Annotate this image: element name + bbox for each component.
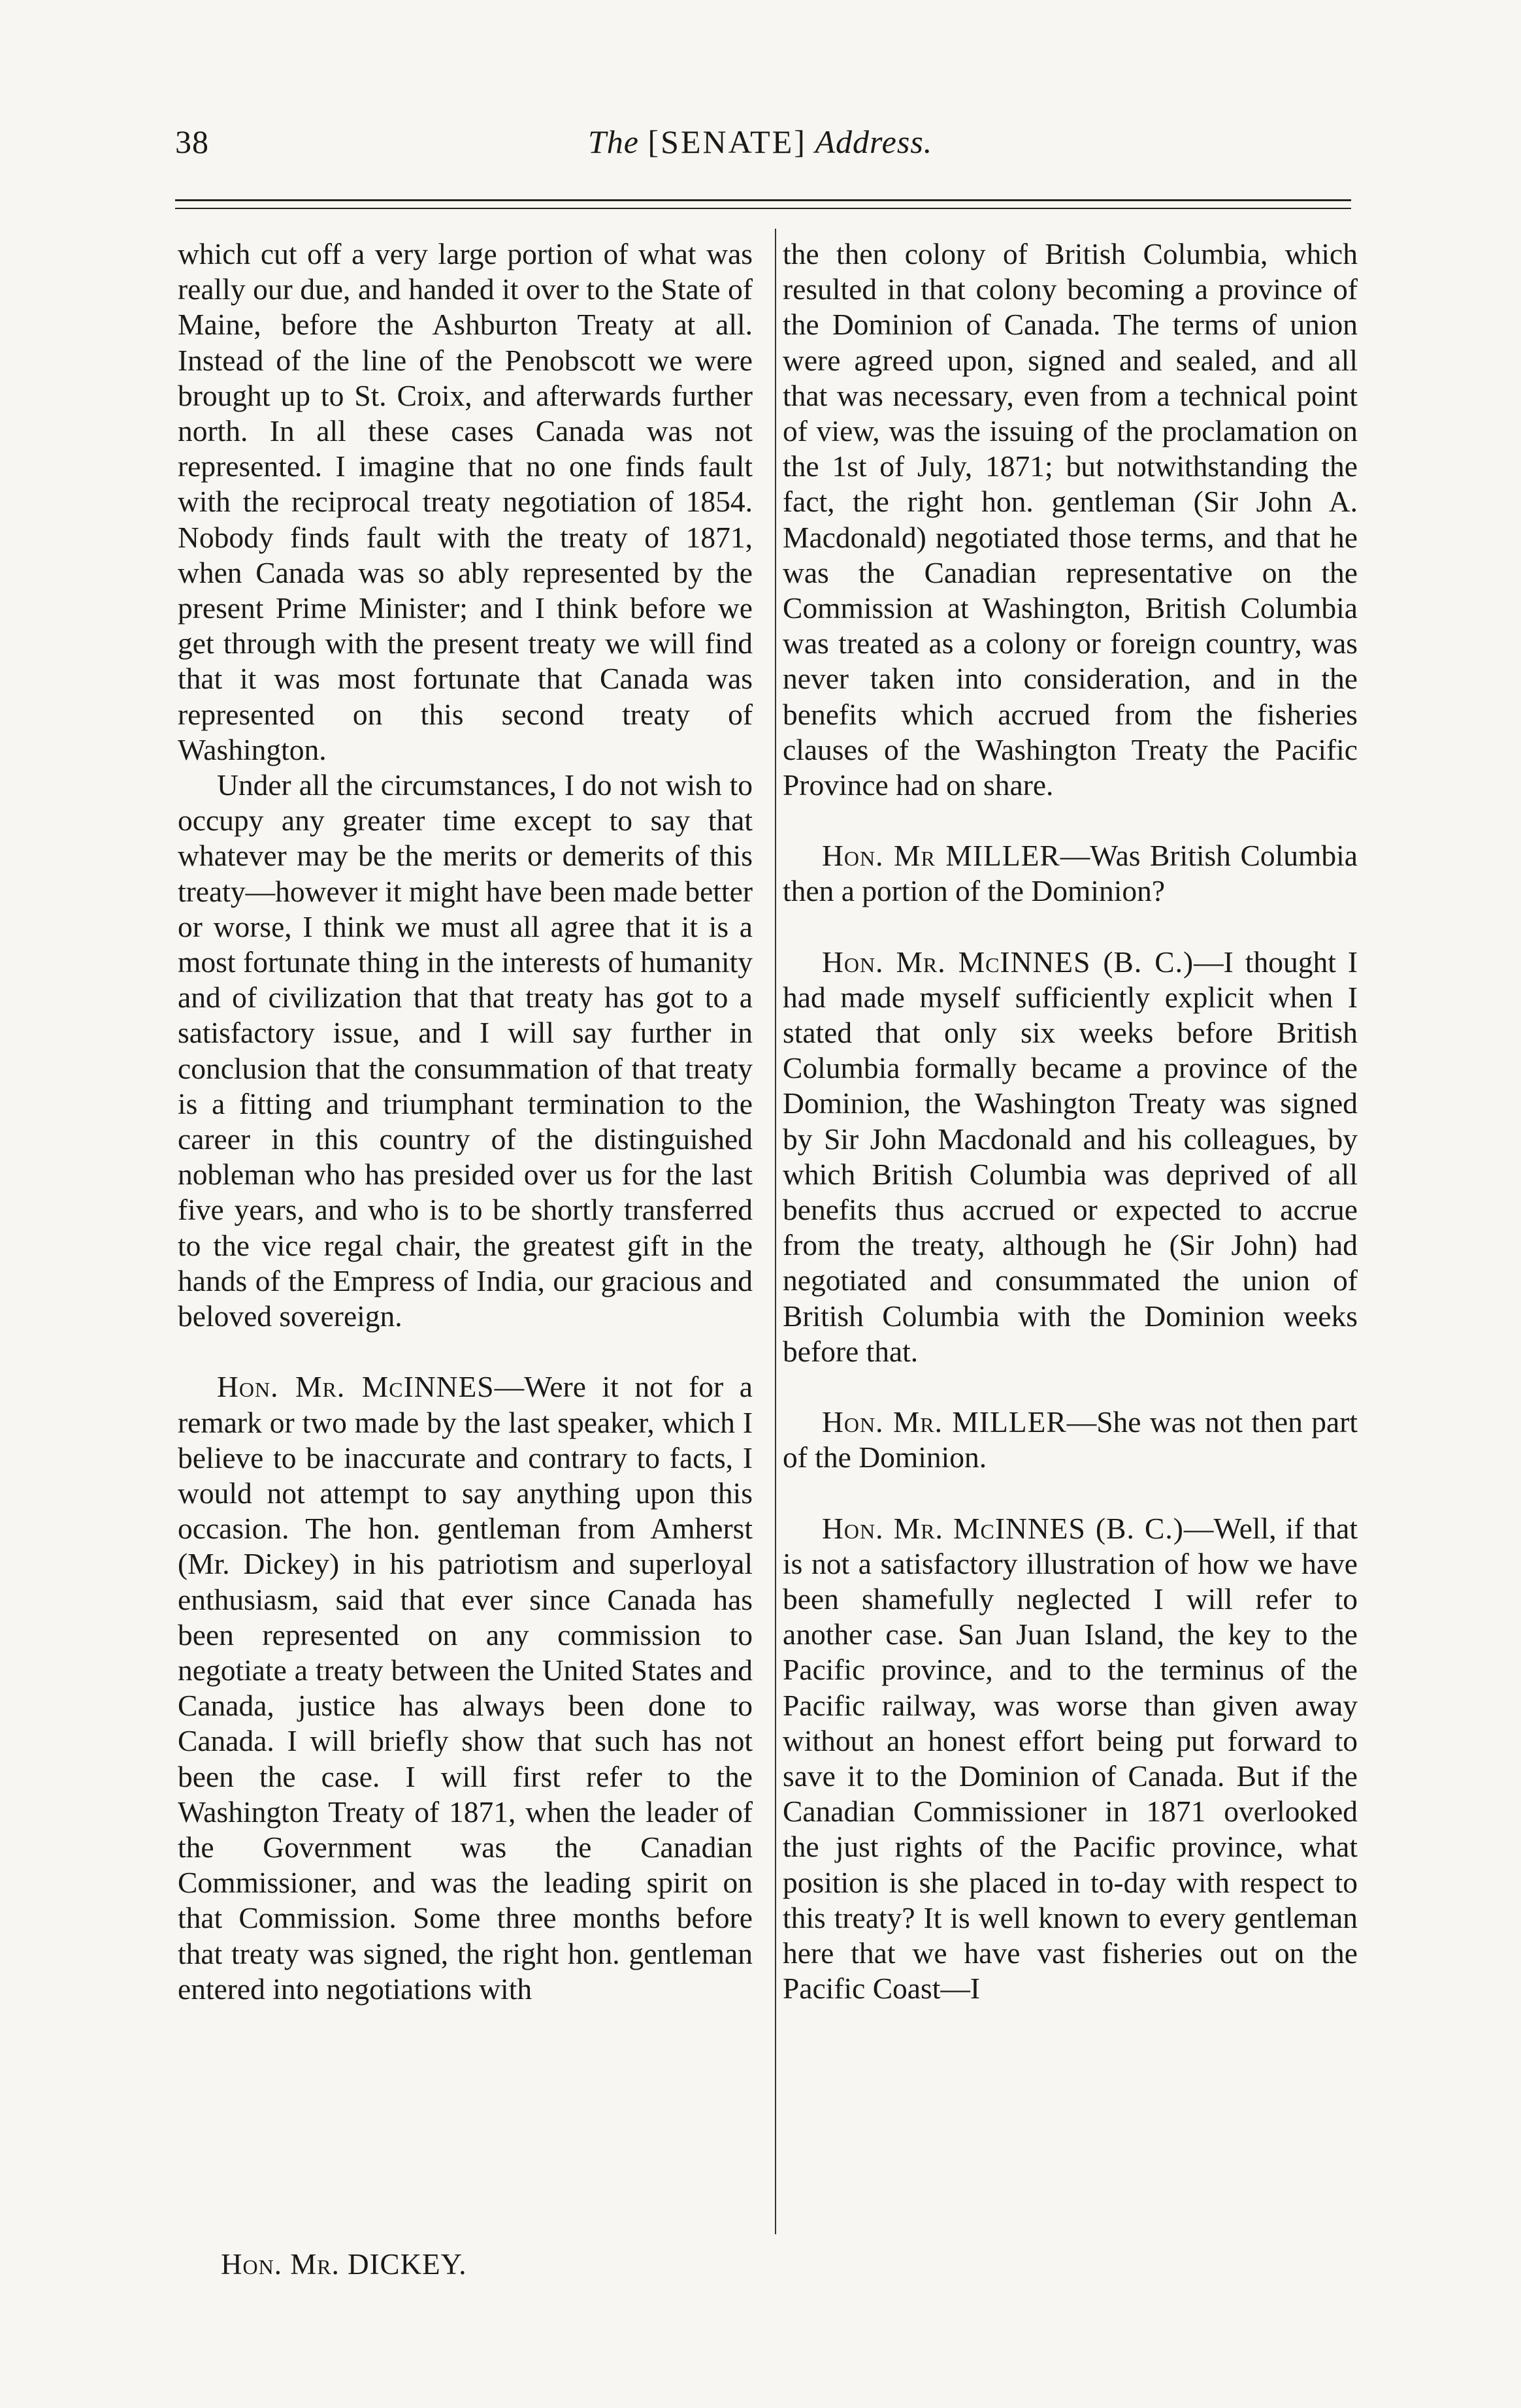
running-title-senate: [SENATE]	[647, 123, 807, 160]
paragraph-text: —Were it not for a remark or two made by the last speaker, which I believe to be inaccurate and contrary to facts, I would not attempt to say anything upon this occasion. The hon. gentleman from Amherst (Mr. Dickey) in his patriotism and superloyal enthusiasm, said that ever since Canada has been represented on any commission to negotiate a treaty between the United States and Canada, justice has always been done to Canada. I will briefly show that such has not been the case. I will first refer to the Washington Treaty of 1871, when the leader of the Government was the Canadian Commissioner, and was the leading spirit on that Commission. Some three months before that treaty was signed, the right hon. gentleman entered into negotiations with	[178, 1370, 753, 2006]
paragraph-text: —Well, if that is not a satisfactory illustration of how we have been shamefully neglected I will refer to another case. San Juan Island, the key to the Pacific province, and to the terminus of the Pacific railway, was worse than given away without an honest effort being put forward to save it to the Dominion of Canada. But if the Canadian Commissioner in 1871 overlooked the just rights of the Pacific province, what position is she placed in to-day with respect to this treaty? It is well known to every gentleman here that we have vast fisheries out on the Pacific Coast—I	[783, 1511, 1358, 2006]
column-divider	[775, 229, 776, 2234]
speech-paragraph	[783, 1405, 1358, 1475]
page-number: 38	[175, 123, 209, 160]
catchword: Hon. Mr. DICKEY.	[221, 2248, 467, 2281]
header-rule-thick	[175, 199, 1351, 201]
running-title	[588, 123, 932, 161]
paragraph-text: —She was not then part of the Dominion.	[783, 1405, 1358, 1474]
paragraph	[178, 236, 753, 768]
paragraph-text: —I thought I had made myself sufficiently explicit when I stated that only six weeks before British Columbia formally became a province of the Dominion, the Washington Treaty was signed by Sir John Macdonald and his colleagues, by which British Columbia was deprived of all benefits thus accrued or expected to accrue from the treaty, although he (Sir John) had negotiated and consummated the union of British Columbia with the Dominion weeks before that.	[783, 945, 1358, 1368]
paragraph-text: —Was British Columbia then a portion of the Dominion?	[783, 839, 1358, 908]
speech-paragraph	[783, 945, 1358, 1369]
speaker-name: Hon. Mr. McINNES (B. C.)	[822, 1511, 1184, 1545]
speaker-name: Hon. Mr MILLER	[822, 839, 1060, 873]
paragraph-text: which cut off a very large portion of what was really our due, and handed it over to the State of Maine, before the Ashburton Treaty at all. Instead of the line of the Penobscott we were brought up to St. Croix, and afterwards further north. In all these cases Canada was not represented. I imagine that no one finds fault with the reciprocal treaty negotiation of 1854. Nobody finds fault with the treaty of 1871, when Canada was so ably represented by the present Prime Minister; and I think before we get through with the present treaty we will find that it was most fortunate that Canada was represented on this second treaty of Washington.	[178, 237, 753, 766]
speaker-name: Hon. Mr. McINNES	[217, 1370, 495, 1404]
speech-paragraph	[178, 1369, 753, 2007]
running-title-pre: The	[588, 123, 648, 160]
speech-paragraph	[783, 1511, 1358, 2007]
speaker-name: Hon. Mr. McINNES (B. C.)	[822, 945, 1194, 979]
paragraph	[178, 768, 753, 1334]
speech-paragraph	[783, 838, 1358, 909]
right-column	[783, 236, 1358, 2006]
speaker-name: Hon. Mr. MILLER	[822, 1405, 1067, 1439]
paragraph-text: Under all the circumstances, I do not wish to occupy any greater time except to say that whatever may be the merits or demerits of this treaty—however it might have been made better or worse, I think we must all agree that it is a most fortunate thing in the interests of humanity and of civilization that that treaty has got to a satisfactory issue, and I will say further in conclusion that the consummation of that treaty is a fitting and triumphant termination to the career in this country of the distinguished nobleman who has presided over us for the last five years, and who is to be shortly transferred to the vice regal chair, the greatest gift in the hands of the Empress of India, our gracious and beloved sovereign.	[178, 768, 753, 1333]
running-title-post: Address.	[806, 123, 933, 160]
paragraph-text: the then colony of British Columbia, which resulted in that colony becoming a province of the Dominion of Canada. The terms of union were agreed upon, signed and sealed, and all that was necessary, even from a technical point of view, was the issuing of the proclamation on the 1st of July, 1871; but notwithstanding the fact, the right hon. gentleman (Sir John A. Macdonald) negotiated those terms, and that he was the Canadian representative on the Commission at Washington, British Columbia was treated as a colony or foreign country, was never taken into consideration, and in the benefits which accrued from the fisheries clauses of the Washington Treaty the Pacific Province had on share.	[783, 237, 1358, 802]
paragraph	[783, 236, 1358, 803]
left-column	[178, 236, 753, 2007]
header-rule-thin	[175, 208, 1351, 209]
